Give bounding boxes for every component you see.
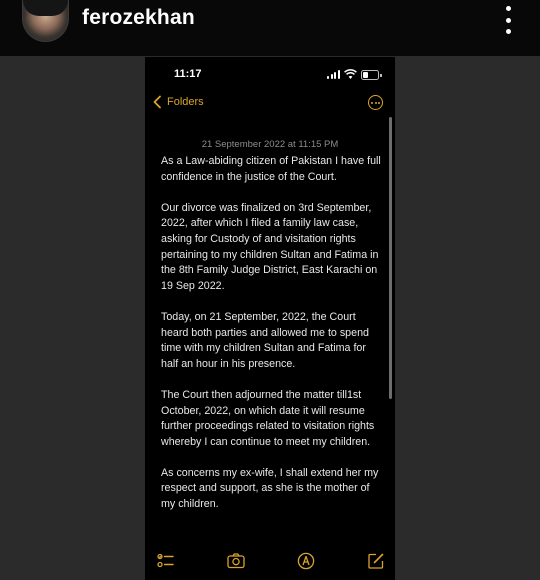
chevron-left-icon	[150, 94, 166, 110]
ellipsis-circle-icon[interactable]	[368, 95, 383, 110]
username[interactable]: ferozekhan	[82, 6, 195, 29]
phone-screenshot	[145, 57, 395, 580]
vertical-ellipsis-icon[interactable]	[498, 6, 518, 34]
profile-avatar[interactable]	[22, 0, 69, 42]
compose-icon[interactable]	[366, 551, 386, 571]
bottom-toolbar	[145, 551, 395, 573]
note-paragraph: As a Law-abiding citizen of Pakistan I have full confidence in the justice of the Court.	[161, 155, 381, 183]
back-button[interactable]	[150, 94, 204, 110]
markup-icon[interactable]	[296, 551, 316, 571]
status-time: 11:17	[174, 68, 202, 80]
battery-icon	[361, 70, 379, 80]
note-paragraph: Our divorce was finalized on 3rd September, 2022, after which I filed a family law case, asking for Custody of and visitation rights pertaining to my children Sultan and Fatima in the 8th Family Judge District, East Karachi on 19 Sep 2022.	[161, 201, 379, 292]
note-body[interactable]	[161, 154, 383, 528]
note-paragraph: Today, on 21 September, 2022, the Court heard both parties and allowed me to spend time with my children Sultan and Fatima for half an hour in his presence.	[161, 310, 369, 370]
signal-icon	[327, 70, 341, 79]
note-date: 21 September 2022 at 11:15 PM	[201, 139, 339, 150]
camera-icon[interactable]	[226, 551, 246, 571]
back-label: Folders	[167, 96, 204, 108]
scrollbar[interactable]	[389, 117, 392, 399]
note-paragraph: The Court then adjourned the matter till1st October, 2022, on which date it will resume further proceedings related to visitation rights whereby I can continue to meet my children.	[161, 388, 375, 448]
note-paragraph: As concerns my ex-wife, I shall extend her my respect and support, as she is the mother of my children.	[161, 466, 379, 511]
wifi-icon	[344, 69, 357, 79]
checklist-icon[interactable]	[156, 551, 176, 571]
profile-header	[0, 0, 540, 56]
